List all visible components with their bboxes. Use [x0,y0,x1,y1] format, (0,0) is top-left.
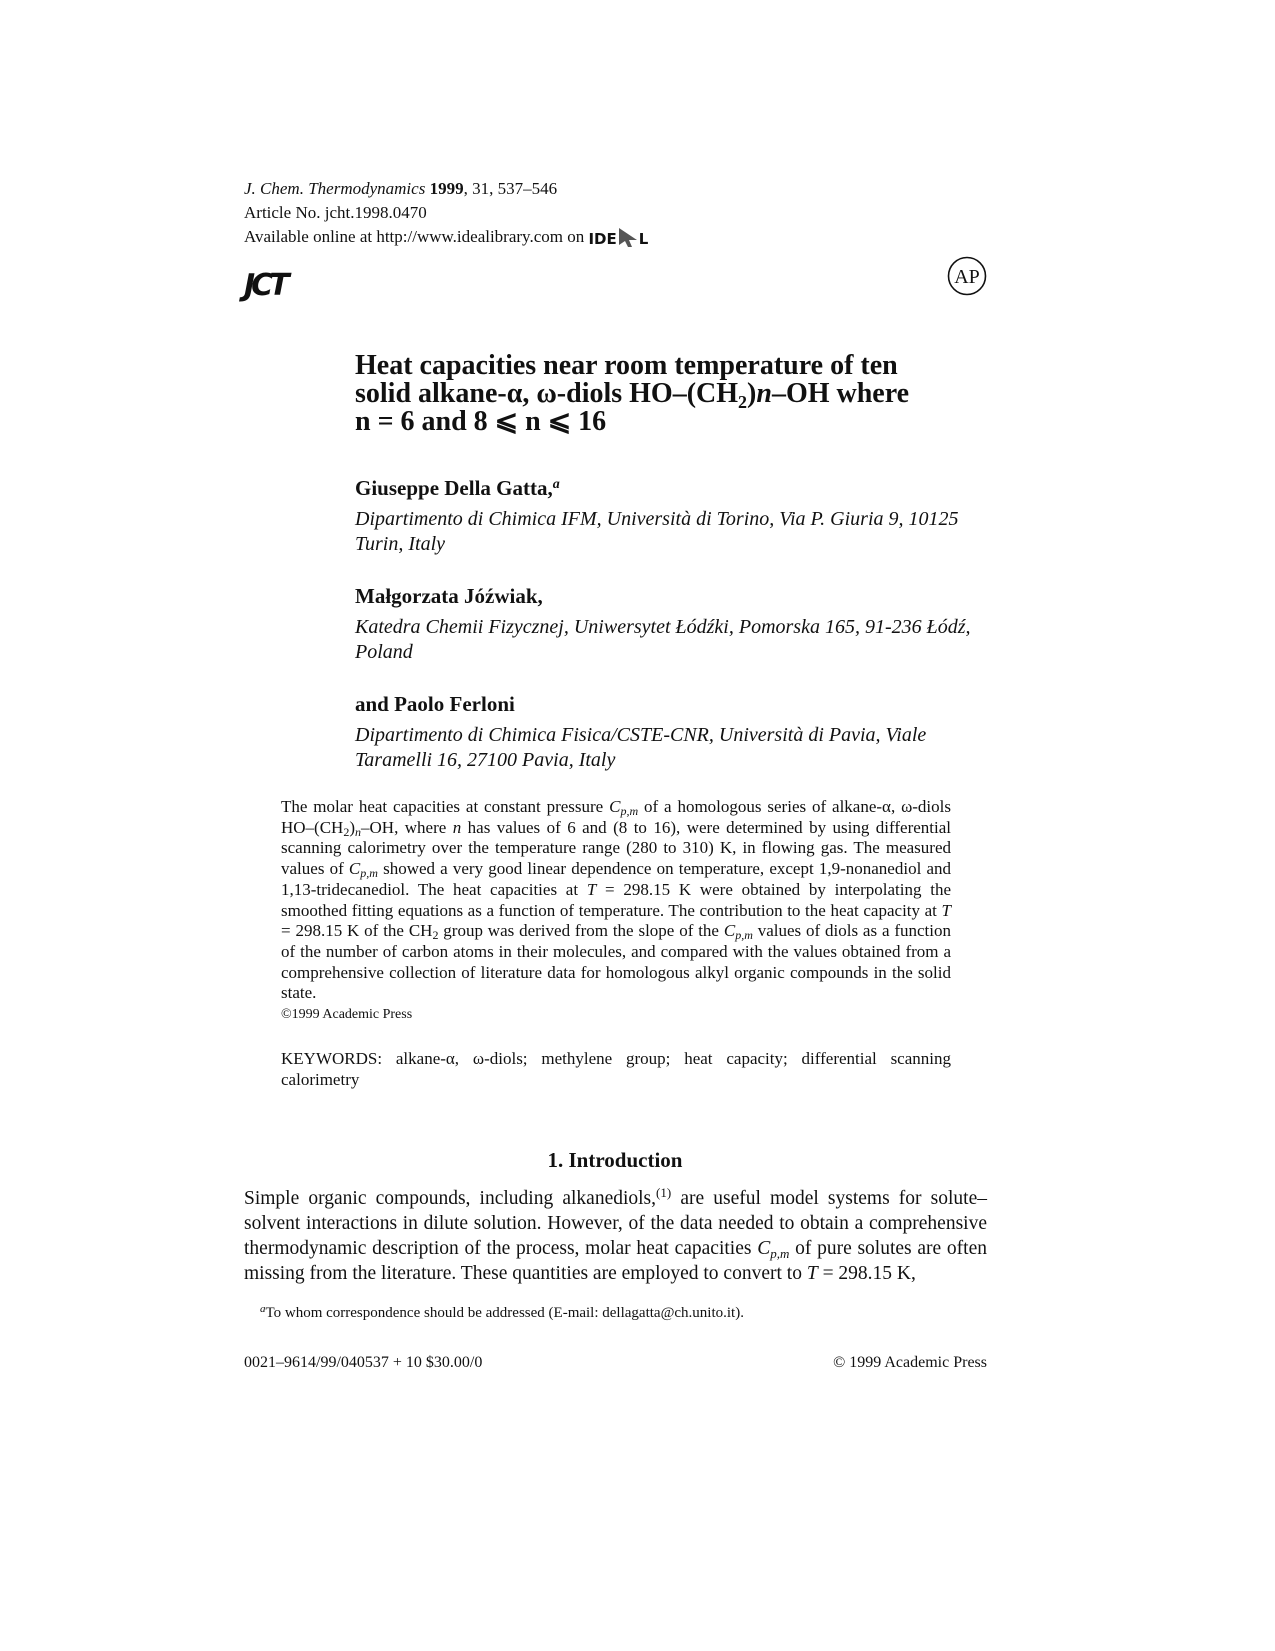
issn-price-line: 0021–9614/99/040537 + 10 $30.00/0 [244,1354,483,1371]
author-1-name: Giuseppe Della Gatta,$^a$ [355,476,560,500]
article-number: Article No. jcht.1998.0470 [244,203,427,222]
introduction-text: Simple organic compounds, including alkanediols,$^{(1)}$ are useful model systems for solute–solvent interactions in dilute solution. However, of the data needed to obtain a comprehensive thermodynamic description of the process, molar heat capacities $C_{p,m}$ of pure solutes are often missing from the literature. These quantities are employed to convert to T = 298.15 K, [244,1185,988,1284]
section-heading-introduction: 1. Introduction [547,1148,683,1172]
svg-text:AP: AP [954,266,980,288]
reference-1: (1) [656,1185,672,1200]
author-3-affiliation: Dipartimento di Chimica Fisica/CSTE-CNR, Università di Pavia, Viale Taramelli 16, 27100 Pavia, Italy [355,724,927,771]
abstract: The molar heat capacities at constant pressure $C_{p,m}$ of a homologous series of alkane-α, ω-diols $HO-(CH_2)_n-OH$, where n has values of 6 and (8 to 16), were determined by using differential scanning calorimetry over the temperature range (280 to 310) K, in flowing gas. The measured values of $C_{p,m}$ showed a very good linear dependence on temperature, except 1,9-nonanediol and 1,13-tridecanediol. The heat capacities at T = 298.15 K were obtained by interpolating the smoothed fitting equations as a function of temperature. The contribution to the heat capacity at T = 298.15 K of the $CH_2$ group was derived from the slope of the $C_{p,m}$ values of diols as a function of the number of carbon atoms in their molecules, and compared with the values obtained from a comprehensive collection of literature data for homologous alkyl organic compounds in the solid state. [281,797,951,1003]
paper-title [355,352,995,436]
author-2-affiliation: Katedra Chemii Fizycznej, Uniwersytet Łódźki, Pomorska 165, 91-236 Łódź, Poland [355,616,971,663]
author-2-name: Małgorzata Jóźwiak, [355,584,543,608]
jct-logo: JCT [244,268,286,303]
author-1-affiliation: Dipartimento di Chimica IFM, Università di Torino, Via P. Giuria 9, 10125 Turin, Italy [355,508,959,555]
cursor-icon [617,226,639,248]
ideal-logo: IDE L [588,226,648,252]
title-line-1: Heat capacities near room temperature of ten [355,350,898,381]
keywords: KEYWORDS: alkane-α, ω-diols; methylene group; heat capacity; differential scanning calorimetry [281,1049,951,1089]
online-availability [244,224,648,252]
footer-copyright: © 1999 Academic Press [833,1354,987,1371]
citation-line [244,176,557,201]
abstract-copyright: ©1999 Academic Press [281,1007,413,1022]
title-line-3: n = 6 and 8 ⩽ n ⩽ 16 [355,406,607,437]
journal-year: 1999 [429,179,464,198]
correspondence-footnote: $^a$To whom correspondence should be addressed (E-mail: dellagatta@ch.unito.it). [260,1303,744,1321]
academic-press-logo [947,256,987,296]
author-3-name: and Paolo Ferloni [355,692,515,716]
online-url-text: Available online at http://www.idealibrary.com on [244,227,585,246]
volume-pages: , 31, 537–546 [463,179,558,198]
title-line-2: solid alkane-α, ω-diols $HO-(CH_2)n-OH$ where [355,378,910,412]
journal-name: J. Chem. Thermodynamics [244,179,426,198]
